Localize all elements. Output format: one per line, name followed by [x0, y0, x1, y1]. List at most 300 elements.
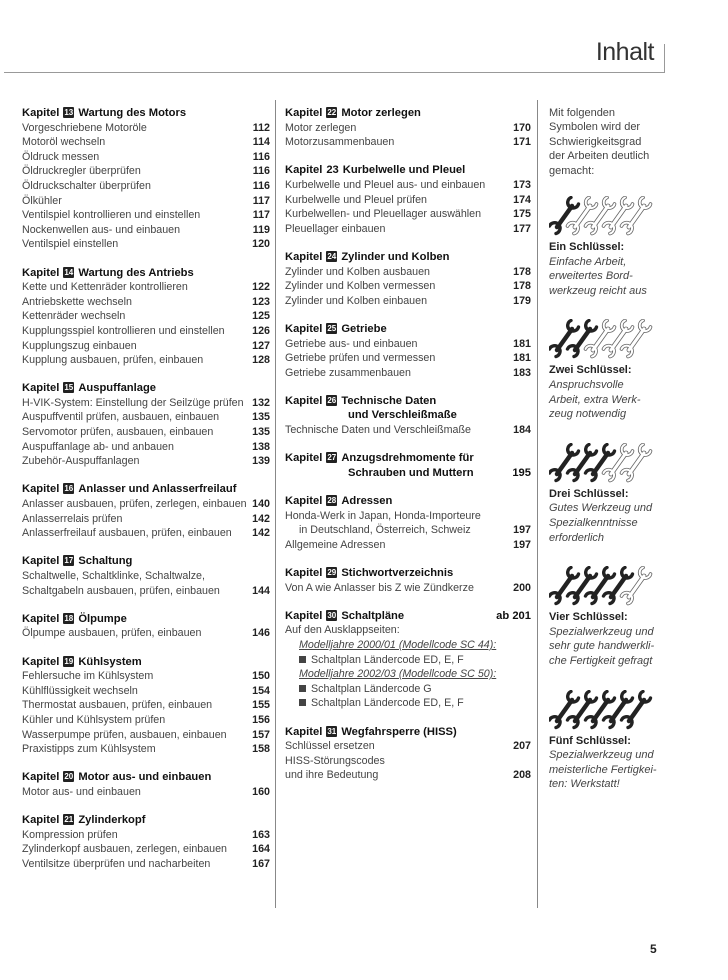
toc-entry-title [285, 739, 511, 754]
chapter-word: Kapitel [22, 483, 60, 496]
toc-entry[interactable] [285, 222, 531, 237]
toc-entry-title [22, 713, 250, 728]
toc-entry-page: 160 [252, 785, 270, 798]
toc-entry-page: 177 [513, 222, 531, 235]
toc-entry-title [285, 623, 511, 638]
toc-entry[interactable] [22, 669, 270, 684]
toc-entry-page: 170 [513, 121, 531, 134]
toc-entry[interactable] [22, 626, 270, 641]
toc-chapter [285, 494, 531, 552]
chapter-word: Kapitel [285, 495, 323, 508]
toc-entry-title [285, 366, 511, 381]
toc-entry[interactable] [22, 842, 270, 857]
toc-entry[interactable] [285, 207, 531, 222]
toc-entry-page: 116 [252, 165, 270, 178]
toc-entry[interactable] [22, 339, 270, 354]
toc-entry-page [511, 682, 531, 697]
toc-chapter [285, 322, 531, 380]
chapter-title-line [22, 381, 270, 396]
wrench-filled-icon [622, 691, 651, 727]
toc-entry-text: Ölkühler [22, 194, 62, 207]
toc-entry-title [22, 309, 250, 324]
toc-chapter [285, 451, 531, 480]
toc-entry-text: Antriebskette wechseln [22, 295, 132, 308]
toc-entry-title [285, 265, 511, 280]
toc-entry-page: 116 [252, 179, 270, 192]
toc-entry-title [22, 237, 250, 252]
toc-entry-text: Schaltwelle, Schaltklinke, Schaltwalze, [22, 570, 205, 582]
chapter-title: Motor aus- und einbauen [78, 771, 212, 784]
toc-entry-page: 164 [252, 843, 270, 856]
difficulty-label: Zwei Schlüssel: [549, 364, 632, 377]
chapter-heading[interactable] [285, 250, 531, 265]
chapter-title: Kühlsystem [78, 655, 142, 668]
wrench-rating-icon [549, 690, 669, 730]
chapter-word: Kapitel [285, 609, 323, 622]
toc-entry[interactable] [22, 353, 270, 368]
toc-entry-page: 142 [252, 527, 270, 540]
page-number: 5 [650, 942, 657, 956]
toc-entry[interactable] [22, 237, 270, 252]
legend-intro [549, 106, 674, 178]
chapter-title-line [22, 770, 270, 785]
toc-entry-title [22, 842, 250, 857]
wrench-outline-icon [622, 568, 651, 604]
chapter-number-badge: 18 [64, 613, 74, 623]
chapter-word: Kapitel [22, 107, 60, 119]
chapter-word: Kapitel [22, 655, 60, 668]
toc-entry-title [22, 742, 250, 757]
toc-entry-title [22, 223, 250, 238]
toc-entry-title [22, 194, 250, 209]
chapter-heading[interactable] [285, 163, 531, 178]
toc-entry-title [285, 667, 511, 682]
chapter-heading[interactable] [22, 655, 270, 670]
toc-entry-text: Kurbelwelle und Pleuel aus- und einbauen [285, 178, 486, 191]
toc-entry-page: 163 [252, 828, 270, 841]
toc-entry[interactable] [285, 178, 531, 193]
toc-entry-title [22, 135, 250, 150]
chapter-number-badge: 13 [64, 108, 74, 117]
toc-entry[interactable] [22, 295, 270, 310]
toc-entry-title [285, 222, 511, 237]
toc-chapter [285, 250, 531, 308]
toc-entry-title [22, 280, 250, 295]
toc-entry[interactable] [285, 294, 531, 309]
toc-entry[interactable] [285, 351, 531, 366]
toc-entry-title [285, 178, 511, 193]
toc-entry-page [511, 754, 531, 769]
difficulty-description: ten: Werkstatt! [549, 778, 620, 791]
toc-entry-page: 167 [252, 857, 270, 870]
difficulty-level [549, 319, 674, 421]
toc-entry-text: Öldruckschalter überprüfen [22, 179, 151, 192]
toc-entry-title [22, 698, 250, 713]
toc-entry[interactable] [22, 223, 270, 238]
toc-chapter [22, 655, 270, 757]
chapter-heading[interactable] [285, 566, 531, 581]
toc-entry-text: Praxistipps zum Kühlsystem [22, 743, 156, 756]
column-divider [275, 100, 276, 908]
difficulty-description: Gutes Werkzeug und [549, 502, 653, 515]
chapter-number-badge: 24 [327, 251, 337, 261]
toc-entry-text: Fehlersuche im Kühlsystem [22, 670, 154, 683]
wrench-rating-icon [549, 196, 669, 236]
toc-entry[interactable] [22, 309, 270, 324]
toc-entry-page: 183 [513, 366, 531, 379]
toc-entry[interactable] [285, 121, 531, 136]
toc-entry[interactable] [22, 324, 270, 339]
chapter-title-line [285, 250, 531, 265]
toc-entry-text: Kettenräder wechseln [22, 310, 126, 323]
toc-entry-title [22, 121, 250, 136]
chapter-number-badge: 26 [327, 395, 337, 405]
toc-entry[interactable] [22, 728, 270, 743]
toc-entry-title [22, 295, 250, 310]
chapter-page: 195 [512, 466, 531, 479]
difficulty-legend [549, 106, 674, 813]
toc-entry[interactable] [285, 509, 531, 524]
toc-entry[interactable] [22, 742, 270, 757]
toc-entry-title [285, 523, 511, 538]
toc-entry-title [22, 396, 250, 411]
toc-entry-page: 142 [252, 512, 270, 525]
toc-entry-text: Anlasserfreilauf ausbauen, prüfen, einbauen [22, 527, 232, 540]
difficulty-description: Anspruchsvolle [549, 379, 624, 391]
chapter-heading-cont[interactable] [285, 466, 531, 481]
chapter-number-badge: 29 [327, 568, 337, 577]
toc-entry-page: 156 [252, 713, 270, 726]
chapter-heading[interactable] [22, 106, 270, 121]
difficulty-description: erforderlich [549, 531, 605, 544]
chapter-heading[interactable] [22, 381, 270, 396]
toc-entry[interactable] [22, 410, 270, 425]
toc-entry-text: Anlasserrelais prüfen [22, 512, 123, 525]
toc-entry-page: 127 [252, 339, 270, 352]
toc-entry-title [285, 279, 511, 294]
toc-entry[interactable] [285, 638, 531, 653]
wrench-outline-icon [622, 321, 651, 357]
toc-entry[interactable] [285, 265, 531, 280]
column-divider [537, 100, 538, 908]
chapter-number-badge: 28 [327, 496, 337, 506]
toc-entry[interactable] [22, 150, 270, 165]
chapter-title: Ölpumpe [78, 612, 127, 625]
toc-entry[interactable] [22, 179, 270, 194]
toc-entry-page: 197 [513, 524, 531, 537]
toc-entry-text: Schlüssel ersetzen [285, 740, 375, 753]
toc-entry-title [285, 193, 511, 208]
toc-entry[interactable] [22, 526, 270, 541]
difficulty-label: Ein Schlüssel: [549, 241, 625, 254]
toc-entry-text: Nockenwellen aus- und einbauen [22, 223, 181, 236]
chapter-page: ab 201 [496, 609, 531, 622]
toc-entry[interactable] [22, 713, 270, 728]
chapter-number-badge: 14 [64, 267, 74, 277]
toc-entry[interactable] [22, 194, 270, 209]
toc-entry-page: 208 [513, 769, 531, 782]
chapter-heading[interactable] [285, 394, 531, 409]
toc-entry-page [511, 509, 531, 524]
toc-entry-page: 140 [252, 498, 270, 511]
toc-entry-page: 120 [252, 238, 270, 251]
toc-entry-text: Allgemeine Adressen [285, 538, 386, 551]
toc-entry-page: 139 [252, 455, 270, 468]
bullet-square-icon [299, 685, 306, 692]
toc-entry-text: Schaltplan Ländercode ED, E, F [311, 653, 464, 666]
toc-entry-title [22, 324, 250, 339]
toc-entry-text: Kühlflüssigkeit wechseln [22, 684, 138, 697]
toc-entry-title [285, 423, 511, 438]
chapter-title: Motor zerlegen [341, 107, 421, 119]
chapter-title: Anzugsdrehmomente für [341, 452, 474, 465]
chapter-title: Wartung des Motors [78, 107, 187, 119]
chapter-heading[interactable] [22, 612, 270, 627]
toc-entry-page: 207 [513, 740, 531, 753]
toc-entry[interactable] [285, 279, 531, 294]
chapter-heading[interactable] [285, 494, 531, 509]
chapter-heading[interactable] [285, 451, 531, 466]
toc-entry-page: 150 [252, 670, 270, 683]
toc-entry-text: Auspuffanlage ab- und anbauen [22, 440, 174, 453]
chapter-heading[interactable] [22, 554, 270, 569]
toc-entry-title [22, 208, 250, 223]
toc-chapter [22, 266, 270, 368]
toc-entry[interactable] [22, 121, 270, 136]
difficulty-level [549, 566, 674, 668]
toc-entry-text: Getriebe aus- und einbauen [285, 337, 418, 350]
toc-entry[interactable] [285, 623, 531, 638]
toc-entry[interactable] [22, 208, 270, 223]
chapter-word: Kapitel [285, 322, 323, 335]
toc-entry-page: 123 [252, 295, 270, 308]
toc-entry[interactable] [285, 739, 531, 754]
chapter-word: Kapitel [285, 452, 323, 465]
toc-entry-text: Modelljahre 2002/03 (Modellcode SC 50): [299, 668, 497, 681]
toc-column-middle [285, 106, 531, 797]
toc-entry[interactable] [22, 584, 270, 599]
chapter-heading[interactable] [22, 770, 270, 785]
toc-entry-text: Motor aus- und einbauen [22, 785, 141, 798]
toc-entry[interactable] [285, 667, 531, 682]
toc-entry-title [285, 682, 511, 697]
toc-chapter [22, 612, 270, 641]
toc-entry-page: 119 [252, 223, 270, 236]
chapter-number-badge: 15 [64, 383, 74, 393]
toc-chapter [22, 770, 270, 799]
chapter-title-line [285, 566, 531, 581]
difficulty-description: Spezialkenntnisse [549, 516, 638, 529]
toc-entry-text: Pleuellager einbauen [285, 222, 386, 235]
legend-intro-line: Symbolen wird der [549, 121, 641, 134]
toc-entry-text: Motorzusammenbauen [285, 136, 395, 149]
toc-entry-text: Kurbelwellen- und Pleuellager auswählen [285, 208, 482, 221]
toc-entry[interactable] [285, 423, 531, 438]
toc-entry-text: Schaltgabeln ausbauen, prüfen, einbauen [22, 584, 220, 597]
toc-entry[interactable] [22, 698, 270, 713]
toc-entry-text: Auspuffventil prüfen, ausbauen, einbauen [22, 411, 220, 424]
toc-entry[interactable] [22, 785, 270, 800]
toc-entry-page: 128 [252, 354, 270, 367]
toc-entry-title [22, 584, 250, 599]
chapter-title-line [285, 725, 531, 740]
difficulty-description: zeug notwendig [549, 408, 627, 421]
toc-entry-title [285, 696, 511, 711]
toc-chapter [22, 482, 270, 540]
chapter-title: Wegfahrsperre (HISS) [341, 725, 457, 738]
chapter-title: Adressen [341, 495, 393, 508]
toc-entry-title [285, 135, 511, 150]
toc-entry-text: Vorgeschriebene Motoröle [22, 121, 147, 134]
toc-entry-page [511, 638, 531, 653]
toc-entry[interactable] [22, 828, 270, 843]
chapter-word: Kapitel [22, 266, 60, 279]
chapter-heading[interactable] [285, 322, 531, 337]
toc-entry[interactable] [22, 857, 270, 872]
wrench-rating-icon [549, 319, 669, 359]
difficulty-description: werkzeug reicht aus [549, 284, 647, 297]
toc-entry[interactable] [285, 337, 531, 352]
toc-entry-text: Öldruckregler überprüfen [22, 165, 141, 178]
toc-entry-text: und ihre Bedeutung [285, 769, 379, 782]
toc-entry[interactable] [285, 193, 531, 208]
toc-entry-page: 178 [513, 280, 531, 293]
toc-entry-text: Kurbelwelle und Pleuel prüfen [285, 193, 428, 206]
chapter-title: Schaltung [78, 555, 133, 568]
toc-entry-text: Getriebe zusammenbauen [285, 366, 411, 379]
chapter-title-line [22, 106, 270, 121]
toc-entry-title [22, 164, 250, 179]
toc-entry-page: 135 [252, 411, 270, 424]
bullet-square-icon [299, 699, 306, 706]
chapter-title-line [285, 609, 496, 624]
toc-entry[interactable] [22, 135, 270, 150]
toc-chapter [22, 554, 270, 598]
chapter-title-line [22, 655, 270, 670]
wrench-rating-icon [549, 566, 669, 606]
chapter-title: Anlasser und Anlasserfreilauf [78, 483, 237, 496]
chapter-title: Technische Daten [341, 394, 437, 407]
chapter-number-badge: 16 [64, 484, 74, 494]
toc-entry-title [285, 538, 511, 553]
toc-chapter [285, 106, 531, 150]
toc-entry-text: Ventilsitze überprüfen und nacharbeiten [22, 857, 211, 870]
toc-entry-title [22, 339, 250, 354]
toc-entry[interactable] [285, 768, 531, 783]
chapter-number: 23 [326, 164, 339, 177]
toc-entry-title [22, 857, 250, 872]
toc-entry-page: 112 [252, 121, 270, 134]
chapter-title: Getriebe [341, 322, 387, 335]
toc-entry[interactable] [22, 454, 270, 469]
chapter-heading[interactable] [285, 106, 531, 121]
toc-entry-page: 125 [252, 310, 270, 323]
toc-entry[interactable] [285, 682, 531, 697]
toc-entry-text: Kühler und Kühlsystem prüfen [22, 713, 166, 726]
chapter-title-line [285, 322, 531, 337]
chapter-word: Kapitel [285, 107, 323, 119]
toc-entry-text: Zubehör-Auspuffanlagen [22, 455, 140, 468]
toc-entry-text: Schaltplan Ländercode G [311, 682, 432, 695]
toc-entry[interactable] [22, 512, 270, 527]
toc-column-left [22, 106, 270, 885]
legend-intro-line: Schwierigkeitsgrad [549, 135, 642, 148]
chapter-number-badge: 21 [64, 815, 74, 825]
chapter-title-line [22, 266, 270, 281]
difficulty-description: Einfache Arbeit, [549, 255, 627, 268]
toc-entry[interactable] [22, 280, 270, 295]
toc-entry[interactable] [285, 538, 531, 553]
difficulty-label: Fünf Schlüssel: [549, 734, 631, 747]
toc-entry-text: Zylinder und Kolben ausbauen [285, 265, 430, 278]
toc-entry-page: 174 [513, 193, 531, 206]
toc-entry-page [511, 667, 531, 682]
toc-entry-page: 126 [252, 324, 270, 337]
toc-entry[interactable] [22, 164, 270, 179]
toc-entry-page: 132 [252, 396, 270, 409]
chapter-heading[interactable] [22, 813, 270, 828]
toc-entry-text: Zylinder und Kolben vermessen [285, 280, 436, 293]
toc-entry-title [22, 512, 250, 527]
header-rule [4, 72, 664, 73]
toc-entry-page [250, 569, 270, 584]
toc-entry[interactable] [22, 569, 270, 584]
toc-entry[interactable] [285, 135, 531, 150]
chapter-heading[interactable] [22, 266, 270, 281]
difficulty-description: che Fertigkeit gefragt [549, 654, 653, 667]
toc-entry[interactable] [285, 366, 531, 381]
toc-entry-page [511, 653, 531, 668]
legend-intro-line: Mit folgenden [549, 107, 616, 119]
difficulty-description: Spezialwerkzeug und [549, 749, 654, 762]
toc-entry[interactable] [285, 754, 531, 769]
chapter-number-badge: 20 [64, 772, 74, 782]
toc-entry-title [22, 828, 250, 843]
toc-entry[interactable] [22, 684, 270, 699]
toc-entry-title [285, 351, 511, 366]
toc-entry[interactable] [285, 523, 531, 538]
toc-entry[interactable] [22, 396, 270, 411]
toc-entry[interactable] [285, 653, 531, 668]
difficulty-label: Drei Schlüssel: [549, 487, 629, 500]
chapter-heading[interactable] [285, 609, 531, 624]
toc-entry-page: 117 [252, 194, 270, 207]
toc-chapter [22, 106, 270, 252]
chapter-title: Zylinder und Kolben [341, 250, 450, 263]
wrench-outline-icon [622, 444, 651, 480]
chapter-heading-cont[interactable] [285, 408, 531, 423]
toc-entry-text: Getriebe prüfen und vermessen [285, 352, 436, 365]
toc-entry[interactable] [285, 581, 531, 596]
toc-entry-page: 154 [252, 684, 270, 697]
toc-entry[interactable] [22, 425, 270, 440]
toc-entry[interactable] [22, 440, 270, 455]
toc-entry-page: 181 [513, 337, 531, 350]
toc-entry-text: Schaltplan Ländercode ED, E, F [311, 697, 464, 710]
toc-entry-text: Motor zerlegen [285, 121, 357, 134]
toc-entry[interactable] [22, 497, 270, 512]
difficulty-description: sehr gute handwerkli- [549, 640, 655, 653]
toc-entry-title [22, 569, 250, 584]
toc-entry-title [22, 684, 250, 699]
chapter-heading[interactable] [22, 482, 270, 497]
toc-entry-title [285, 754, 511, 769]
chapter-heading[interactable] [285, 725, 531, 740]
difficulty-level [549, 196, 674, 298]
toc-entry[interactable] [285, 696, 531, 711]
toc-chapter [285, 394, 531, 438]
toc-entry-text: Thermostat ausbauen, prüfen, einbauen [22, 699, 213, 712]
